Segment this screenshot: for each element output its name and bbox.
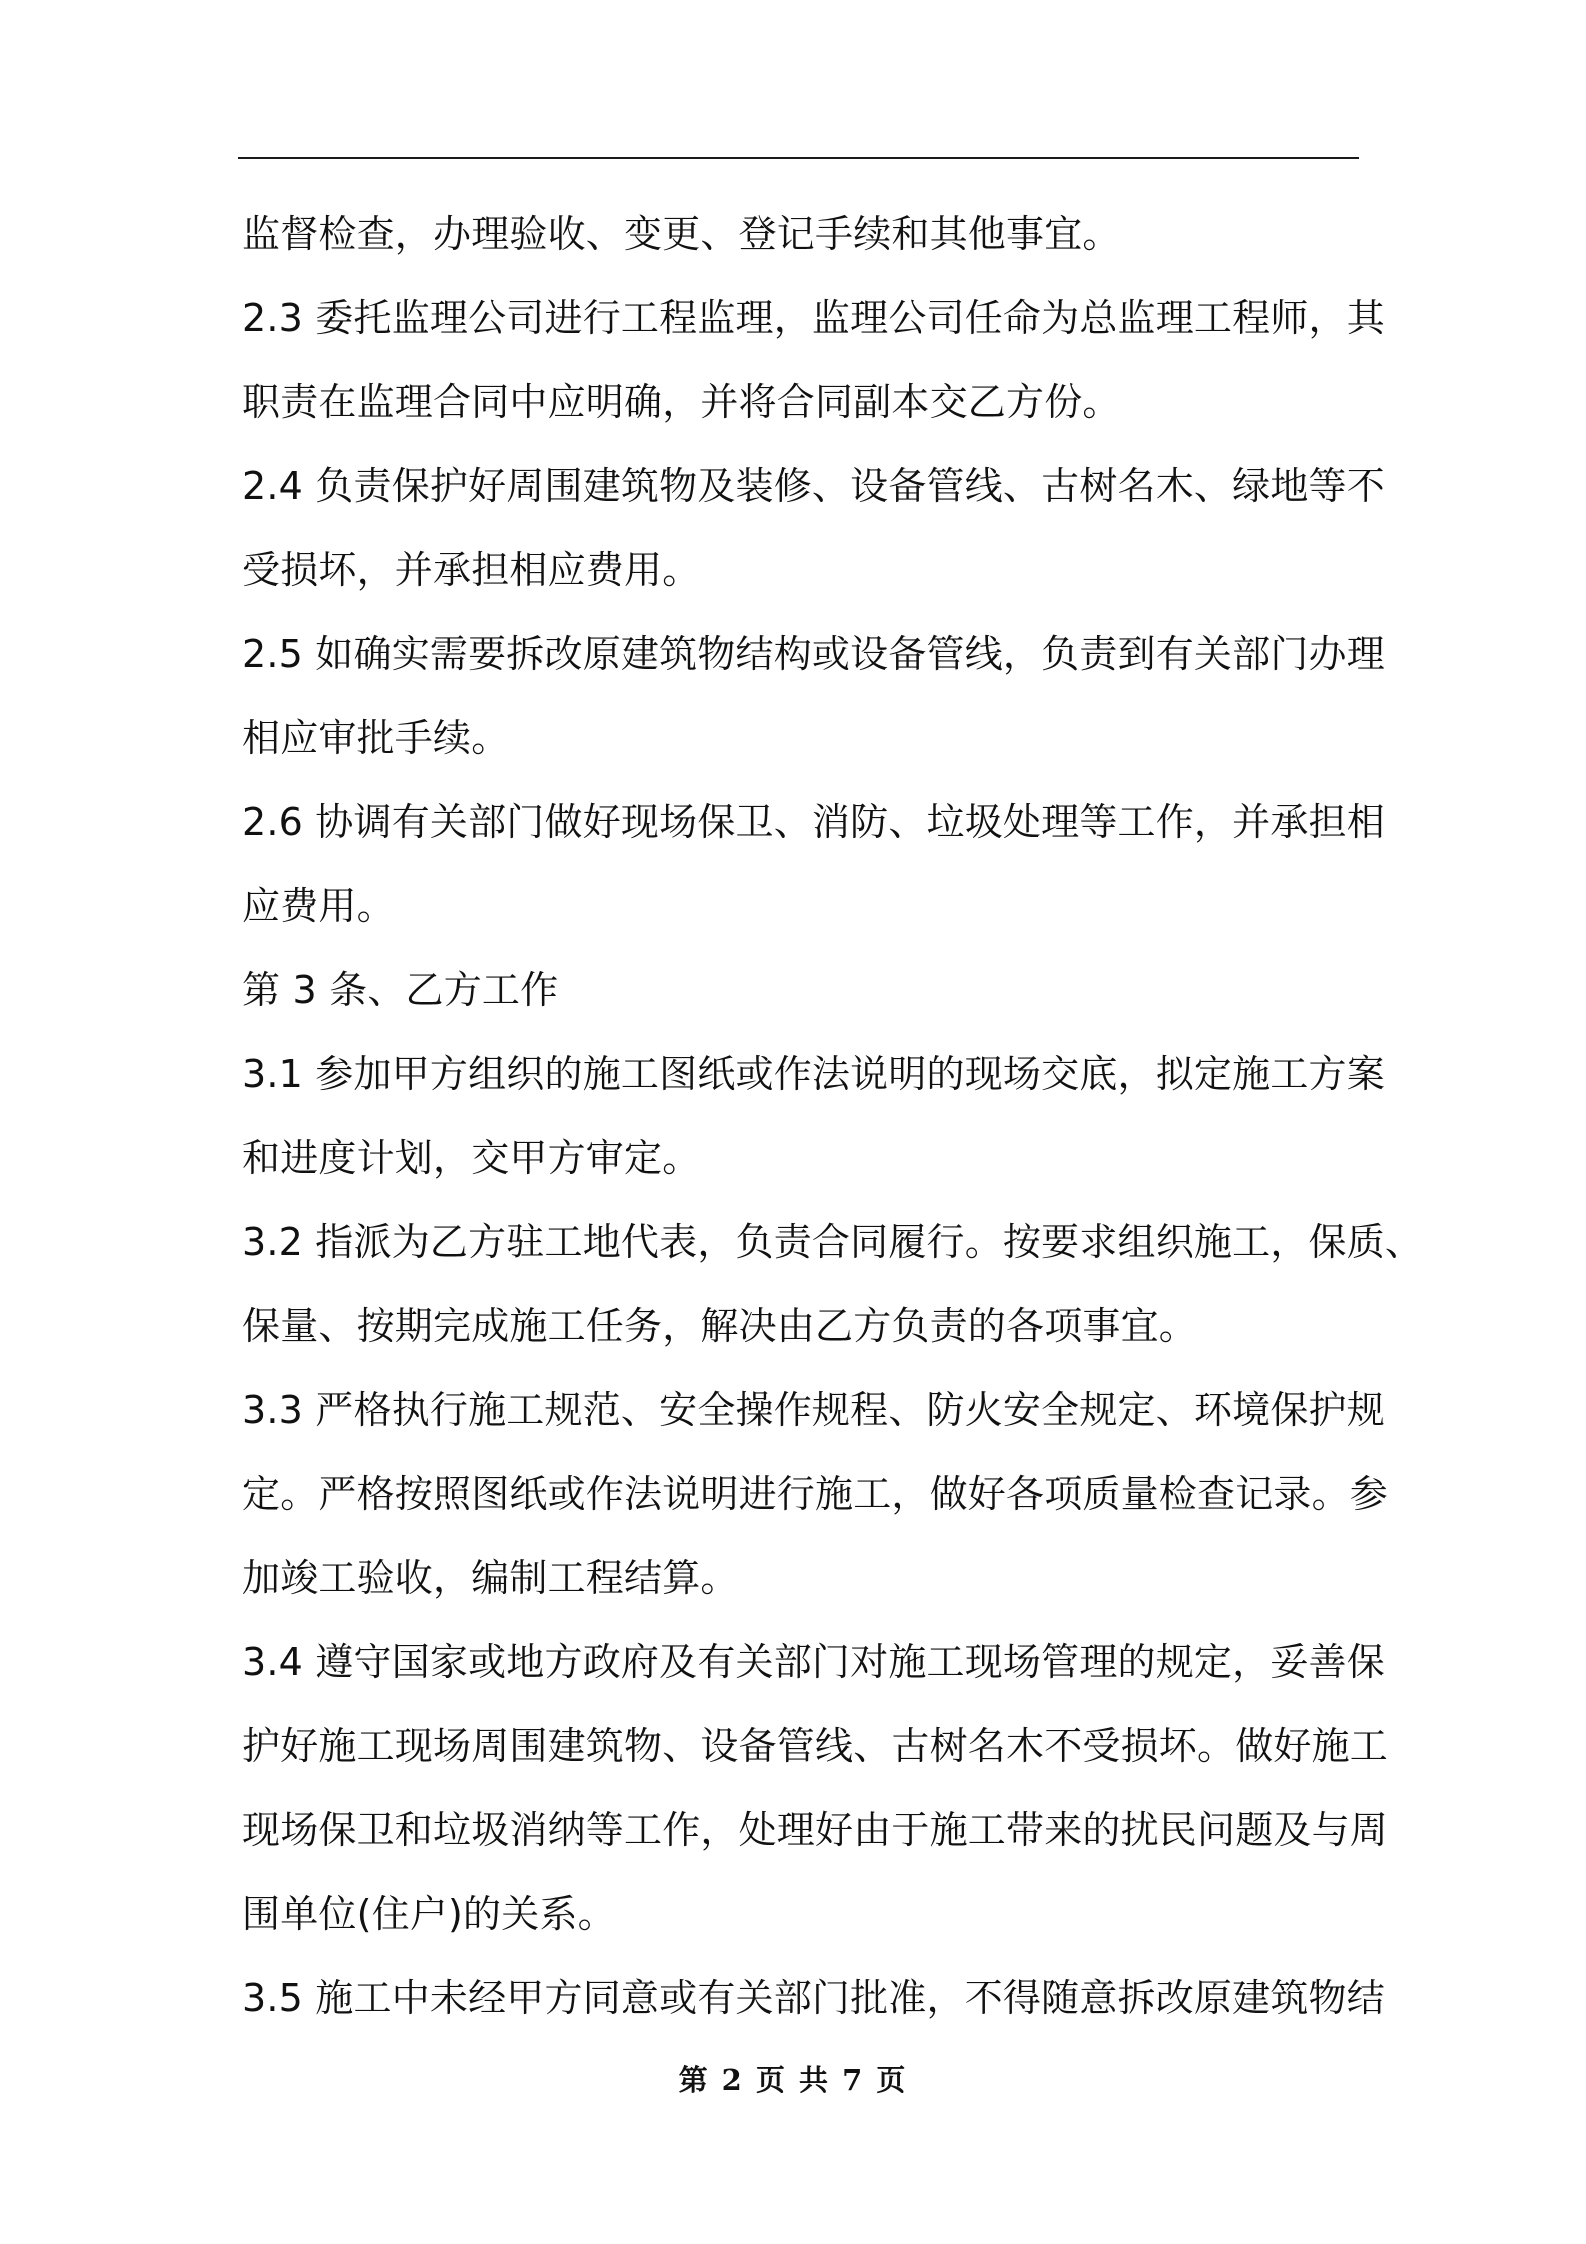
- text-line: 围单位(住户)的关系。: [242, 1892, 616, 1936]
- text-line: 3.3 严格执行施工规范、安全操作规程、防火安全规定、环境保护规: [242, 1388, 1385, 1432]
- text-line: 2.5 如确实需要拆改原建筑物结构或设备管线，负责到有关部门办理: [242, 632, 1385, 676]
- text-line: 职责在监理合同中应明确，并将合同副本交乙方份。: [242, 380, 1121, 424]
- text-line: 相应审批手续。: [242, 716, 510, 760]
- text-line: 3.2 指派为乙方驻工地代表，负责合同履行。按要求组织施工，保质、: [242, 1220, 1424, 1264]
- text-line: 现场保卫和垃圾消纳等工作，处理好由于施工带来的扰民问题及与周: [242, 1808, 1389, 1852]
- text-line: 受损坏，并承担相应费用。: [242, 548, 701, 592]
- text-line: 监督检查，办理验收、变更、登记手续和其他事宜。: [242, 212, 1121, 256]
- text-line: 加竣工验收，编制工程结算。: [242, 1556, 739, 1600]
- text-line: 3.4 遵守国家或地方政府及有关部门对施工现场管理的规定，妥善保: [242, 1640, 1385, 1684]
- header-divider: [238, 157, 1359, 159]
- text-line: 2.3 委托监理公司进行工程监理，监理公司任命为总监理工程师，其: [242, 296, 1385, 340]
- text-line: 2.6 协调有关部门做好现场保卫、消防、垃圾处理等工作，并承担相: [242, 800, 1385, 844]
- text-line: 2.4 负责保护好周围建筑物及装修、设备管线、古树名木、绿地等不: [242, 464, 1385, 508]
- text-line: 护好施工现场周围建筑物、设备管线、古树名木不受损坏。做好施工: [242, 1724, 1389, 1768]
- section-heading: 第 3 条、乙方工作: [242, 968, 559, 1012]
- text-line: 3.1 参加甲方组织的施工图纸或作法说明的现场交底，拟定施工方案: [242, 1052, 1385, 1096]
- text-line: 3.5 施工中未经甲方同意或有关部门批准，不得随意拆改原建筑物结: [242, 1976, 1385, 2020]
- page-number: 第 2 页 共 7 页: [678, 2063, 908, 2097]
- text-line: 应费用。: [242, 884, 395, 928]
- text-line: 和进度计划，交甲方审定。: [242, 1136, 701, 1180]
- document-body: [242, 192, 1424, 2040]
- text-line: 保量、按期完成施工任务，解决由乙方负责的各项事宜。: [242, 1304, 1198, 1348]
- text-line: 定。严格按照图纸或作法说明进行施工，做好各项质量检查记录。参: [242, 1472, 1389, 1516]
